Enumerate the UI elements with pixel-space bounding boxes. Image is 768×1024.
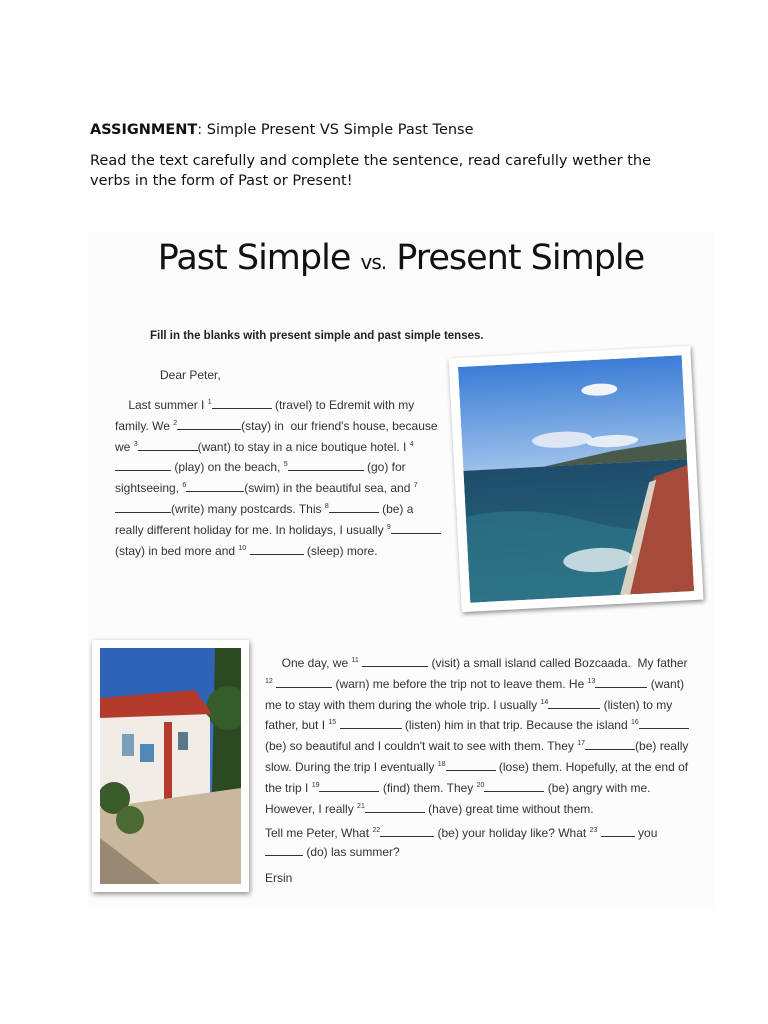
title-vs: vs. [360, 250, 387, 274]
title-present: Present Simple [386, 238, 645, 278]
assignment-title: : Simple Present VS Simple Past Tense [197, 122, 474, 138]
paragraph-2: One day, we $^{11}$ (visit) a small island called Bozcaada. My father $^{12}$ (warn) me before the trip not to leave them. He $^{13}$ (want) me to stay with them during the whole trip. I usually $^{14}$ (listen) to my father, but I $^{15}$ (listen) him in that trip. Because the island $^{16}$ (be) so beautiful and I couldn't wait to see with them. They $^{17}$ (be) really slow. During the trip I eventually $^{18}$ (lose) them. Hopefully, at the end of the trip I $^{19}$ (find) them. They $^{20}$ (be) angry with me. However, I really $^{21}$ (have) great time without them. [265, 656, 689, 816]
worksheet-title [88, 238, 714, 278]
title-past: Past Simple [157, 238, 361, 278]
assignment-instructions: Read the text carefully and complete the sentence, read carefully wether the verbs in the form of Past or Present! [90, 153, 652, 189]
signature: Ersin [265, 871, 293, 885]
sea-coast-photo [449, 346, 704, 612]
assignment-label: ASSIGNMENT [90, 122, 198, 138]
fill-instruction: Fill in the blanks with present simple and past simple tenses. [150, 330, 484, 342]
paragraph-3: Tell me Peter, What $^{22}$ (be) your holiday like? What $^{23}$ you (do) las summer? [265, 826, 658, 859]
greeting: Dear Peter, [160, 368, 221, 382]
street-houses-photo [92, 640, 249, 892]
paragraph-1: Last summer I $^1$ (travel) to Edremit with my family. We $^2$ (stay) in our friend's house, because we $^3$ (want) to stay in a nice boutique hotel. I $^4$ (play) on the beach, $^5$ (go) for sightseeing, $^6$ (swim) in the beautiful sea, and $^7$(write) many postcards. This $^8$ (be) a really different holiday for me. In holidays, I usually $^9$ (stay) in bed more and $^{10}$ (sleep) more. [115, 394, 445, 560]
assignment-heading [90, 122, 474, 138]
